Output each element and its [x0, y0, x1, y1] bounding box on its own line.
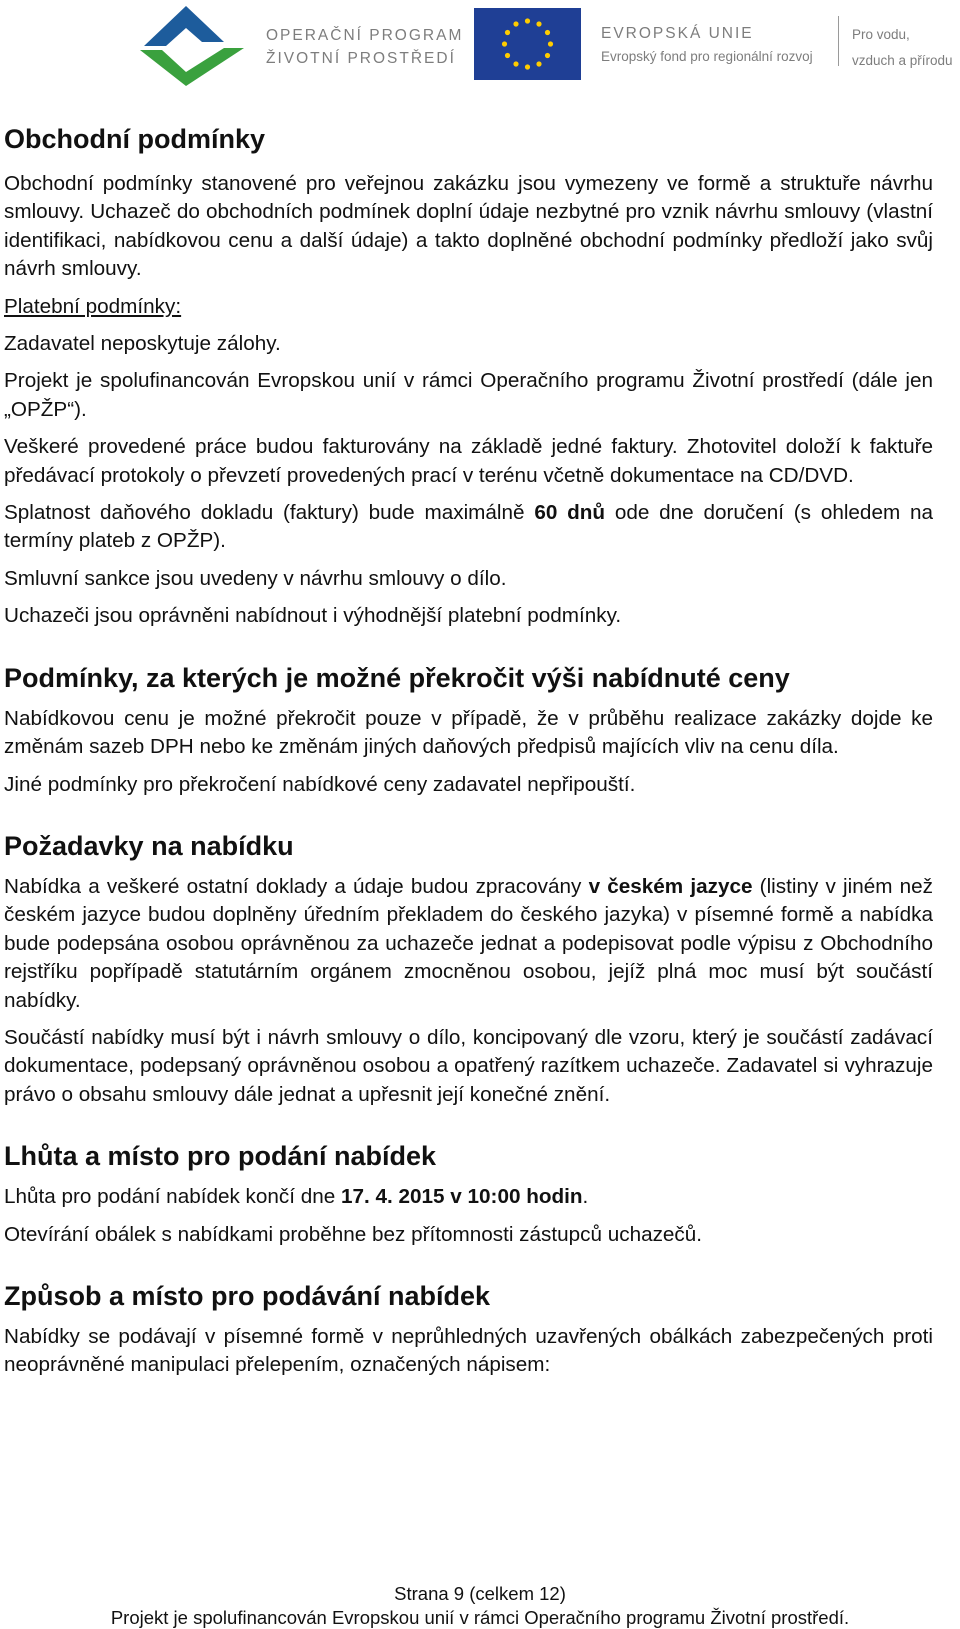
page-number: Strana 9 (celkem 12) [394, 1583, 566, 1604]
footer-project-note: Projekt je spolufinancován Evropskou unií v rámci Operačního programu Životní prostředí. [110, 1607, 850, 1628]
paragraph: Nabídkovou cenu je možné překročit pouze v případě, že v průběhu realizace zakázky dojde ke změnám sazeb DPH nebo ke změnám jiných daňových předpisů majících vliv na cenu díla. [4, 706, 933, 759]
opzp-line-1: OPERAČNÍ PROGRAM [266, 27, 464, 44]
header-divider [838, 16, 839, 66]
eu-subtitle: Evropský fond pro regionální rozvoj [601, 49, 813, 64]
paragraph: Součástí nabídky musí být i návrh smlouvy o dílo, koncipovaný dle vzoru, který je součástí zadávací dokumentace, podepsaný oprávněnou osobou a opatřený razítkem uchazeče. Zadavatel si vyhrazuje právo o obsahu smlouvy dále jednat a upřesnit její konečné znění. [4, 1025, 933, 1106]
slogan-line-1: Pro vodu, [852, 27, 910, 42]
opzp-wordmark [266, 24, 463, 70]
opzp-logo-icon [136, 2, 248, 88]
paragraph: Jiné podmínky pro překročení nabídkové ceny zadavatel nepřipouští. [4, 772, 636, 796]
opzp-line-2: ŽIVOTNÍ PROSTŘEDÍ [266, 50, 456, 67]
page-header [0, 0, 960, 92]
heading-obchodni-podminky: Obchodní podmínky [4, 124, 265, 154]
paragraph: Smluvní sankce jsou uvedeny v návrhu smlouvy o dílo. [4, 566, 507, 590]
eu-wordmark [601, 22, 813, 69]
text-run-bold: 60 dnů [534, 501, 606, 525]
text-run: Lhůta pro podání nabídek končí dne [4, 1185, 342, 1209]
heading-podminky-prekroceni: Podmínky, za kterých je možné překročit výši nabídnuté ceny [4, 662, 790, 693]
paragraph: Nabídky se podávají v písemné formě v neprůhledných uzavřených obálkách zabezpečených proti neoprávněné manipulaci přelepením, označených nápisem: [4, 1324, 933, 1377]
text-run-bold: 17. 4. 2015 v 10:00 hodin [341, 1185, 583, 1209]
eu-title: EVROPSKÁ UNIE [601, 25, 754, 42]
text-run: . [582, 1185, 589, 1209]
text-run: Splatnost daňového dokladu (faktury) bude maximálně [4, 501, 535, 525]
slogan [852, 22, 953, 74]
paragraph [4, 873, 933, 1015]
text-run: Nabídka a veškeré ostatní doklady a údaje budou zpracovány [4, 874, 589, 898]
paragraph: Otevírání obálek s nabídkami proběhne bez přítomnosti zástupců uchazečů. [4, 1222, 703, 1246]
paragraph [4, 499, 933, 556]
document-body [4, 116, 933, 1389]
subheading-platebni-podminky: Platební podmínky: [4, 294, 182, 318]
text-run: (listiny v jiném než českém jazyce budou doplněny úředním překladem do českého jazyka) v písemné formě a nabídka bude podepsána osobou oprávněnou za uchazeče jednat a podepisovat podle výpisu z Obchodního rejstříku popřípadě statutárním orgánem zmocněnou osobou, jejíž plná moc musí být součástí nabídky. [4, 874, 933, 1012]
paragraph: Zadavatel neposkytuje zálohy. [4, 332, 281, 356]
text-run-bold: v českém jazyce [588, 874, 753, 898]
paragraph: Veškeré provedené práce budou fakturovány na základě jedné faktury. Zhotovitel doloží k faktuře předávací protokoly o převzetí provedených prací v terénu včetně dokumentace na CD/DVD. [4, 435, 933, 487]
paragraph: Uchazeči jsou oprávněni nabídnout i výhodnější platební podmínky. [4, 604, 622, 628]
heading-lhuta: Lhůta a místo pro podání nabídek [4, 1141, 437, 1172]
paragraph: Projekt je spolufinancován Evropskou unií v rámci Operačního programu Životní prostředí (dále jen „OPŽP“). [4, 369, 933, 421]
heading-pozadavky-na-nabidku: Požadavky na nabídku [4, 830, 294, 861]
eu-flag-icon [474, 8, 581, 80]
heading-zpusob: Způsob a místo pro podávání nabídek [4, 1280, 491, 1311]
paragraph: Obchodní podmínky stanovené pro veřejnou zakázku jsou vymezeny ve formě a struktuře návrhu smlouvy. Uchazeč do obchodních podmínek doplní údaje nezbytné pro vznik návrhu smlouvy (vlastní identifikaci, nabídkovou cenu a další údaje) a takto doplněné obchodní podmínky předloží jako svůj návrh smlouvy. [4, 172, 933, 281]
slogan-line-2: vzduch a přírodu [852, 53, 953, 68]
text-run: ode dne doručení (s ohledem na termíny plateb z OPŽP). [4, 501, 933, 553]
paragraph [4, 1183, 933, 1211]
